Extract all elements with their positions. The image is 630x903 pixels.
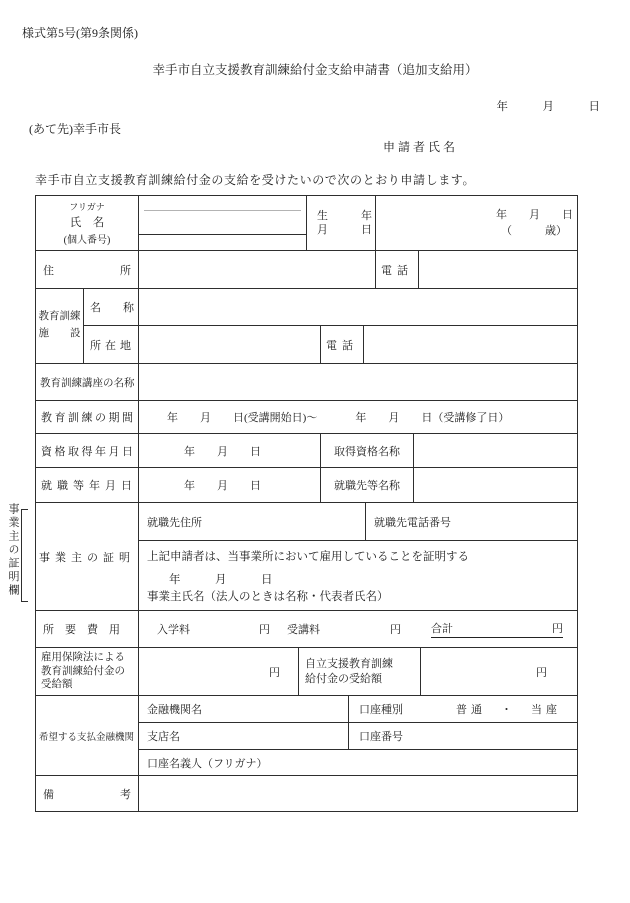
bank-institution-row: [139, 696, 577, 723]
facility-location-label: 所在地: [84, 326, 139, 363]
bank-subrows: [139, 696, 577, 775]
course-name-label: 教育訓練講座の名称: [36, 364, 139, 400]
employment-row: [36, 468, 577, 503]
period-label: 教育訓練の期間: [36, 401, 139, 433]
bank-row: [36, 696, 577, 776]
furigana-label: フリガナ: [69, 202, 105, 212]
personal-number-write-area: [139, 235, 306, 250]
entrance-fee-label: 入学料: [157, 624, 190, 636]
qualification-name-input-area: [414, 434, 577, 467]
name-label-cell: [36, 196, 139, 250]
period-start: 年 月 日(受講開始日)～: [167, 412, 318, 424]
facility-label-line2: 施 設: [38, 328, 81, 339]
bank-label: 希望する支払金融機関: [36, 696, 139, 775]
facility-label-line1: 教育訓練: [38, 311, 81, 323]
account-number-label: 口座番号: [359, 731, 403, 743]
course-row: [36, 364, 577, 401]
birth-date-value-cell: [376, 196, 577, 250]
cost-value-cell: [139, 611, 577, 647]
remarks-label: 備 考: [36, 776, 139, 811]
employer-name-label: 就職先等名称: [321, 468, 414, 502]
selfsupport-benefit-yen: 円: [536, 666, 547, 679]
certification-date-line: 年 月 日: [169, 574, 273, 586]
facility-group-label: [36, 289, 84, 363]
birth-date-label-cell: [307, 196, 376, 250]
remarks-input-area: [139, 776, 577, 811]
facility-phone-input-area: [364, 326, 577, 363]
employer-certification-body: [139, 503, 577, 610]
account-holder-label: 口座名義人（フリガナ）: [147, 757, 268, 770]
birth-label-line1: 生 年: [317, 209, 372, 222]
facility-location-row: [84, 326, 577, 363]
period-value-cell: [139, 401, 577, 433]
account-type-cell: [349, 696, 577, 722]
page-title: 幸手市自立支援教育訓練給付金支給申請書（追加支給用）: [152, 63, 478, 77]
application-form-table: [35, 195, 578, 812]
insurance-benefit-label: 雇用保険法による教育訓練給付金の受給額: [36, 648, 139, 695]
certification-statement: 上記申請者は、当事業所において雇用していることを証明する: [147, 551, 469, 563]
facility-location-input-area: [139, 326, 321, 363]
workplace-phone-label: 就職先電話番号: [374, 516, 451, 529]
cost-label: 所 要 費 用: [36, 611, 139, 647]
employer-certification-label: 事業主の証明: [36, 503, 139, 610]
facility-rows: [36, 289, 577, 364]
employer-signer-label: 事業主氏名（法人のときは名称・代表者氏名）: [147, 591, 389, 603]
age-value: （ 歳）: [501, 225, 567, 237]
period-row: [36, 401, 577, 434]
qualification-date-label: 資格取得年月日: [36, 434, 139, 467]
name-input-area: [139, 196, 307, 250]
application-date-line: 年 月 日: [496, 101, 600, 113]
qualification-row: [36, 434, 577, 468]
account-type-options: 普通 ・ 当座: [456, 704, 561, 716]
employer-certification-side-label: 事業主の証明欄: [7, 503, 19, 598]
name-row: [36, 196, 577, 251]
addressee-line: (あて先)幸手市長: [29, 122, 121, 136]
facility-name-row: [84, 289, 577, 326]
birth-date-value: 年 月 日: [496, 208, 573, 221]
phone-input-area: [419, 251, 577, 288]
employer-name-input-area: [414, 468, 577, 502]
workplace-contact-row: [139, 503, 577, 541]
account-type-label: 口座種別: [359, 704, 403, 716]
tuition-fee-label: 受講料: [287, 624, 320, 636]
personal-number-label: (個人番号): [63, 235, 111, 246]
facility-name-input-area: [139, 289, 577, 325]
facility-subrows: [84, 289, 577, 363]
phone-label: 電話: [376, 251, 419, 288]
employment-date-value: 年 月 日: [139, 468, 321, 502]
qualification-date-value: 年 月 日: [139, 434, 321, 467]
insurance-row: [36, 648, 577, 696]
period-end: 年 月 日（受講修了日）: [355, 412, 510, 424]
facility-phone-label: 電話: [321, 326, 364, 363]
name-write-area: [139, 211, 306, 235]
insurance-benefit-yen: 円: [139, 648, 299, 695]
address-input-area: [139, 251, 376, 288]
address-row: [36, 251, 577, 289]
workplace-address-label: 就職先住所: [139, 503, 366, 540]
address-label: 住 所: [36, 251, 139, 288]
tuition-fee-yen: 円: [390, 624, 401, 636]
bank-holder-row: [139, 750, 577, 775]
qualification-name-label: 取得資格名称: [321, 434, 414, 467]
certification-statement-row: [139, 541, 577, 610]
name-label: 氏 名: [69, 217, 105, 229]
form-number: 様式第5号(第9条関係): [22, 26, 138, 40]
applicant-name-label: 申請者氏名: [383, 140, 459, 154]
entrance-fee-yen: 円: [259, 624, 270, 636]
employment-date-label: 就職等年月日: [36, 468, 139, 502]
birth-label-line2: 月 日: [317, 224, 372, 236]
certification-statement-cell: [139, 541, 577, 610]
branch-name-label: 支店名: [139, 723, 349, 749]
employer-certification-row: [36, 503, 577, 611]
intro-sentence: 幸手市自立支援教育訓練給付金の支給を受けたいので次のとおり申請します。: [35, 173, 476, 187]
total-fee-underlined: 合計 円: [431, 620, 563, 638]
bank-branch-row: [139, 723, 577, 750]
remarks-row: [36, 776, 577, 811]
selfsupport-benefit-label: 自立支援教育訓練給付金の受給額: [299, 648, 421, 695]
cost-row: [36, 611, 577, 648]
facility-name-label: 名 称: [84, 289, 139, 325]
course-name-input-area: [139, 364, 577, 400]
furigana-write-line: [144, 196, 301, 211]
side-bracket: [21, 509, 28, 602]
institution-name-label: 金融機関名: [139, 696, 349, 722]
